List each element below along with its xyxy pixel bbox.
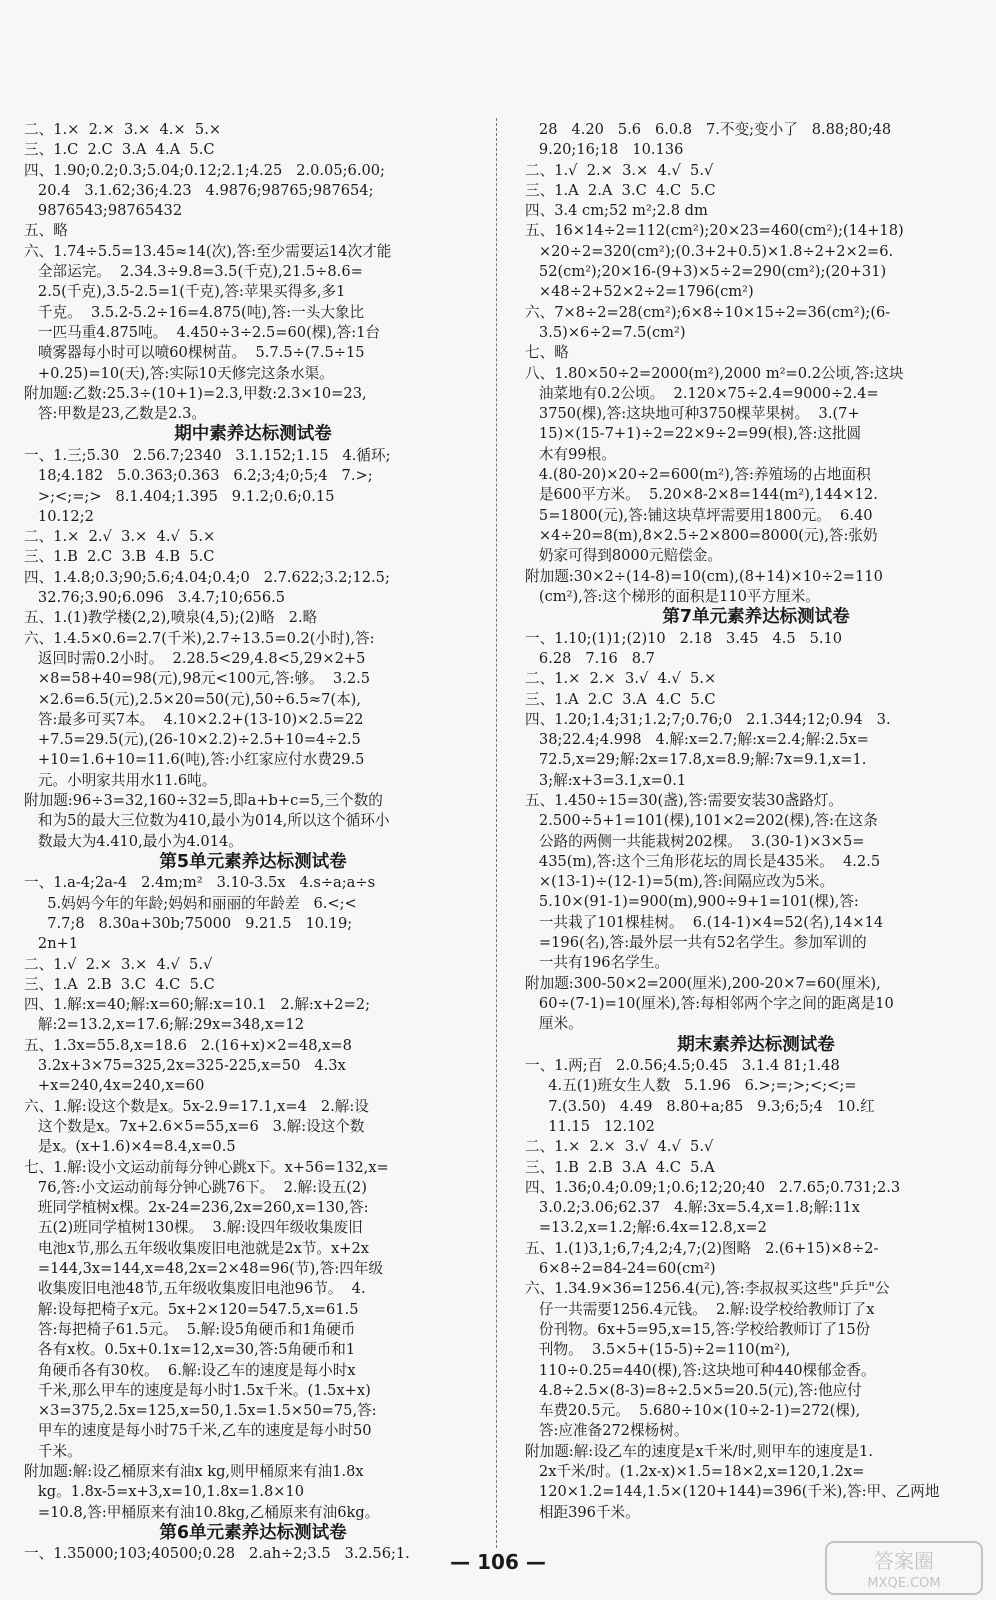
answer-line: 三、1.A 2.C 3.A 4.C 5.C <box>525 690 716 708</box>
answer-line: 刊物。 3.5×5+(15-5)÷2=110(m²), <box>525 1341 791 1359</box>
answer-line: 15)×(15-7+1)÷2=22×9÷2=99(根),答:这批圆 <box>525 425 862 443</box>
answer-line: 五、16×14÷2=112(cm²);20×23=460(cm²);(14+18) <box>525 222 904 240</box>
answer-line: 份刊物。6x+5=95,x=15,答:学校给教师订了15份 <box>525 1320 871 1338</box>
answer-line: 木有99根。 <box>525 445 616 463</box>
answer-line: 10.12;2 <box>24 507 94 525</box>
answer-line: 三、1.B 2.C 3.B 4.B 5.C <box>24 548 215 566</box>
answer-line: 是600平方米。 5.20×8-2×8=144(m²),144×12. <box>525 486 878 504</box>
answer-line: 二、1.√ 2.× 3.× 4.√ 5.√ <box>525 161 714 179</box>
answer-line: 435(m),答:这个三角形花坛的周长是435米。 4.2.5 <box>525 852 881 870</box>
answer-line: 奶家可得到8000元赔偿金。 <box>525 547 722 565</box>
watermark-url: MXQE.COM <box>867 1576 941 1591</box>
answer-line: 9876543;98765432 <box>24 202 183 220</box>
answer-line: 甲车的速度是每小时75千米,乙车的速度是每小时50 <box>24 1422 372 1440</box>
section-heading: 第7单元素养达标测试卷 <box>662 607 850 628</box>
answer-line: 6.28 7.16 8.7 <box>525 649 655 667</box>
answer-line: 二、1.× 2.× 3.√ 4.√ 5.√ <box>525 1138 714 1156</box>
answer-line: 2.500÷5+1=101(棵),101×2=202(棵),答:在这条 <box>525 812 878 830</box>
answer-line: 110÷0.25=440(棵),答:这块地可种440棵郁金香。 <box>525 1361 876 1379</box>
answer-line: 各有x枚。0.5x+0.1x=12,x=30,答:5角硬币和1 <box>24 1341 356 1359</box>
answer-line: ×2.6=6.5(元),2.5×20=50(元),50÷6.5≈7(本), <box>24 690 361 708</box>
answer-line: 7.(3.50) 4.49 8.80+a;85 9.3;6;5;4 10.红 <box>525 1097 875 1115</box>
answer-line: 三、1.C 2.C 3.A 4.A 5.C <box>24 141 215 159</box>
answer-line: +0.25)=10(天),答:实际10天修完这条水渠。 <box>24 364 334 382</box>
answer-line: 一、1.10;(1)1;(2)10 2.18 3.45 4.5 5.10 <box>525 629 843 647</box>
answer-line: 答:甲数是23,乙数是2.3。 <box>24 405 207 423</box>
answer-line: 四、1.解:x=40;解:x=60;解:x=10.1 2.解:x+2=2; <box>24 996 371 1014</box>
section-heading: 期中素养达标测试卷 <box>174 424 332 445</box>
answer-line: 附加题:乙数:25.3÷(10+1)=2.3,甲数:2.3×10=23, <box>24 384 367 402</box>
answer-line: 76,答:小文运动前每分钟心跳76下。 2.解:设五(2) <box>24 1178 367 1196</box>
column-divider <box>496 118 497 1548</box>
answer-line: 一匹马重4.875吨。 4.450÷3÷2.5=60(棵),答:1台 <box>24 323 381 341</box>
answer-line: 附加题:30×2÷(14-8)=10(cm),(8+14)×10÷2=110 <box>525 567 883 585</box>
answer-line: 72.5,x=29;解:2x=17.8,x=8.9;解:7x=9.1,x=1. <box>525 751 867 769</box>
answer-line: 120×1.2=144,1.5×(120+144)=396(千米),答:甲、乙两地 <box>525 1483 940 1501</box>
answer-line: >;<;=;> 8.1.404;1.395 9.1.2;0.6;0.15 <box>24 487 335 505</box>
answer-line: 六、1.34.9×36=1256.4(元),答:李叔叔买这些"乒乒"公 <box>525 1280 890 1298</box>
answer-line: 和为5的最大三位数为410,最小为014,所以这个循环小 <box>24 812 390 830</box>
answer-line: 附加题:解:设乙桶原来有油x kg,则甲桶原来有油1.8x <box>24 1463 364 1480</box>
answer-line: 班同学植树x棵。2x-24=236,2x=260,x=130,答: <box>24 1199 369 1217</box>
answer-line: 11.15 12.102 <box>525 1117 655 1135</box>
answer-line: 车费20.5元。 5.680÷10×(10÷2-1)=272(棵), <box>525 1402 861 1420</box>
answer-line: 四、1.90;0.2;0.3;5.04;0.12;2.1;4.25 2.0.05;6.00; <box>24 161 385 179</box>
answer-line: 五(2)班同学植树130棵。 3.解:设四年级收集废旧 <box>24 1219 363 1237</box>
answer-line: 五、1.3x=55.8,x=18.6 2.(16+x)×2=48,x=8 <box>24 1036 352 1054</box>
answer-line: 一共有196名学生。 <box>525 954 669 972</box>
answer-line: 这个数是x。7x+2.6×5=55,x=6 3.解:设这个数 <box>24 1117 365 1135</box>
answer-line: 4.8÷2.5×(8-3)=8÷2.5×5=20.5(元),答:他应付 <box>525 1381 862 1399</box>
answer-line: 是x。(x+1.6)×4=8.4,x=0.5 <box>24 1138 236 1156</box>
section-heading: 第6单元素养达标测试卷 <box>159 1522 347 1543</box>
answer-line: 三、1.B 2.B 3.A 4.C 5.A <box>525 1158 715 1176</box>
answer-line: 千米。 <box>24 1442 82 1460</box>
answer-line: 答:每把椅子61.5元。 5.解:设5角硬币和1角硬币 <box>24 1320 356 1338</box>
answer-line: 三、1.A 2.B 3.C 4.C 5.C <box>24 975 215 993</box>
answer-line: 20.4 3.1.62;36;4.23 4.9876;98765;987654; <box>24 181 374 199</box>
answer-line: 六、1.74÷5.5=13.45≈14(次),答:至少需要运14次才能 <box>24 242 392 260</box>
answer-line: 28 4.20 5.6 6.0.8 7.不变;变小了 8.88;80;48 <box>525 121 892 138</box>
answer-line: +x=240,4x=240,x=60 <box>24 1077 205 1095</box>
answer-line: ×8=58+40=98(元),98元<100元,答:够。 3.2.5 <box>24 670 371 688</box>
answer-line: =196(名),答:最外层一共有52名学生。参加军训的 <box>525 934 867 952</box>
answer-line: 角硬币各有30枚。 6.解:设乙车的速度是每小时x <box>24 1361 356 1379</box>
answer-line: 二、1.× 2.√ 3.× 4.√ 5.× <box>24 528 216 546</box>
left-column <box>24 120 482 1565</box>
answer-line: 八、1.80×50÷2=2000(m²),2000 m²=0.2公顷,答:这块 <box>525 364 904 382</box>
answer-line: 四、1.36;0.4;0.09;1;0.6;12;20;40 2.7.65;0.731;2.3 <box>525 1178 901 1196</box>
answer-line: ×20÷2=320(cm²);(0.3+2+0.5)×1.8÷2+2×2=6. <box>525 242 894 260</box>
answer-line: 3750(棵),答:这块地可种3750棵苹果树。 3.(7+ <box>525 405 860 423</box>
watermark-text: 答案圈 <box>874 1549 934 1573</box>
answer-line: ×48÷2+52×2÷2=1796(cm²) <box>525 283 754 301</box>
answer-line: =13.2,x=1.2;解:6.4x=12.8,x=2 <box>525 1219 767 1237</box>
answer-line: 返回时需0.2小时。 2.28.5<29,4.8<5,29×2+5 <box>24 649 366 667</box>
answer-line: ×(13-1)÷(12-1)=5(m),答:间隔应改为5米。 <box>525 873 835 891</box>
answer-line: 五、1.(1)3,1;6,7;4,2;4,7;(2)图略 2.(6+15)×8÷2- <box>525 1239 879 1257</box>
answer-line: =144,3x=144,x=48,2x=2×48=96(节),答:四年级 <box>24 1260 384 1278</box>
answer-line: 全部运完。 2.34.3÷9.8=3.5(千克),21.5÷8.6= <box>24 263 363 281</box>
answer-line: 9.20;16;18 10.136 <box>525 141 684 159</box>
answer-line: 2n+1 <box>24 935 79 953</box>
answer-line: 二、1.× 2.× 3.√ 4.√ 5.× <box>525 670 717 688</box>
answer-line: 六、1.解:设这个数是x。5x-2.9=17.1,x=4 2.解:设 <box>24 1097 369 1115</box>
answer-line: 四、3.4 cm;52 m²;2.8 dm <box>525 202 708 220</box>
answer-line: 七、略 <box>525 344 569 362</box>
watermark-logo <box>824 1540 984 1596</box>
answer-line: 五、略 <box>24 222 68 240</box>
answer-line: 18;4.182 5.0.363;0.363 6.2;3;4;0;5;4 7.>; <box>24 467 373 485</box>
answer-line: 一、1.a-4;2a-4 2.4m;m² 3.10-3.5x 4.s÷a;a÷s <box>24 874 376 892</box>
answer-line: +7.5=29.5(元),(26-10×2.2)÷2.5+10=4÷2.5 <box>24 731 361 749</box>
answer-line: 答:最多可买7本。 4.10×2.2+(13-10)×2.5=22 <box>24 710 364 728</box>
answer-line: 六、1.4.5×0.6=2.7(千米),2.7÷13.5=0.2(小时),答: <box>24 629 375 647</box>
right-column <box>525 120 987 1523</box>
answer-line: 2x千米/时。(1.2x-x)×1.5=18×2,x=120,1.2x= <box>525 1463 865 1480</box>
answer-line: 一、1.两;百 2.0.56;4.5;0.45 3.1.4 81;1.48 <box>525 1057 840 1075</box>
answer-line: 三、1.A 2.A 3.C 4.C 5.C <box>525 181 716 199</box>
section-heading: 第5单元素养达标测试卷 <box>159 851 347 872</box>
answer-line: 元。小明家共用水11.6吨。 <box>24 771 217 789</box>
answer-line: 数最大为4.410,最小为4.014。 <box>24 832 243 850</box>
answer-line: 油菜地有0.2公顷。 2.120×75÷2.4=9000÷2.4= <box>525 384 879 402</box>
answer-line: 5.妈妈今年的年龄;妈妈和丽丽的年龄差 6.<;< <box>24 894 357 912</box>
answer-line: ×3=375,2.5x=125,x=50,1.5x=1.5×50=75,答: <box>24 1402 377 1420</box>
answer-line: 答:应准备272棵杨树。 <box>525 1422 689 1440</box>
answer-line: 解:2=13.2,x=17.6;解:29x=348,x=12 <box>24 1016 305 1034</box>
answer-line: 附加题:解:设乙车的速度是x千米/时,则甲车的速度是1. <box>525 1442 874 1460</box>
answer-line: 千米,那么甲车的速度是每小时1.5x千米。(1.5x+x) <box>24 1381 371 1399</box>
answer-line: 附加题:96÷3=32,160÷32=5,即a+b+c=5,三个数的 <box>24 792 383 809</box>
answer-line: 千克。 3.5.2-5.2÷16=4.875(吨),答:一头大象比 <box>24 303 365 321</box>
answer-line: 相距396千米。 <box>525 1503 640 1521</box>
answer-line: 一、1.35000;103;40500;0.28 2.ah÷2;3.5 3.2.56;1. <box>24 1545 410 1563</box>
answer-line: 四、1.20;1.4;31;1.2;7;0.76;0 2.1.344;12;0.94 3. <box>525 710 891 728</box>
answer-line: 5.10×(91-1)=900(m),900÷9+1=101(棵),答: <box>525 893 859 911</box>
answer-line: =10.8,答:甲桶原来有油10.8kg,乙桶原来有油6kg。 <box>24 1503 380 1521</box>
answer-line: 电池x节,那么五年级收集废旧电池就是2x节。x+2x <box>24 1239 369 1257</box>
answer-line: 附加题:300-50×2=200(厘米),200-20×7=60(厘米), <box>525 974 881 992</box>
answer-line: +10=1.6+10=11.6(吨),答:小红家应付水费29.5 <box>24 751 365 769</box>
answer-line: 六、7×8÷2=28(cm²);6×8÷10×15÷2=36(cm²);(6- <box>525 303 891 321</box>
answer-line: 厘米。 <box>525 1015 583 1033</box>
answer-line: 38;22.4;4.998 4.解:x=2.7;解:x=2.4;解:2.5x= <box>525 731 869 749</box>
answer-line: 3;解:x+3=3.1,x=0.1 <box>525 771 687 789</box>
answer-line: 一共栽了101棵桂树。 6.(14-1)×4=52(名),14×14 <box>525 913 884 931</box>
answer-line: 7.7;8 8.30a+30b;75000 9.21.5 10.19; <box>24 914 353 932</box>
answer-line: 4.(80-20)×20÷2=600(m²),答:养殖场的占地面积 <box>525 466 871 484</box>
answer-line: 四、1.4.8;0.3;90;5.6;4.04;0.4;0 2.7.622;3.2;12.5; <box>24 568 390 586</box>
answer-line: 一、1.三;5.30 2.56.7;2340 3.1.152;1.15 4.循环; <box>24 446 391 464</box>
page-number: — 106 — <box>450 1550 546 1574</box>
answer-line: (cm²),答:这个梯形的面积是110平方厘米。 <box>525 587 820 605</box>
answer-line: ×4÷20=8(m),8×2.5÷2×800=8000(元),答:张奶 <box>525 526 878 544</box>
answer-line: 6×8÷2=84-24=60(cm²) <box>525 1260 716 1278</box>
answer-line: 二、1.√ 2.× 3.× 4.√ 5.√ <box>24 955 213 973</box>
answer-line: 3.5)×6÷2=7.5(cm²) <box>525 323 686 341</box>
answer-line: 4.五(1)班女生人数 5.1.96 6.>;=;>;<;<;= <box>525 1077 857 1095</box>
answer-line: kg。1.8x-5=x+3,x=10,1.8x=1.8×10 <box>24 1483 305 1501</box>
answer-line: 解:设每把椅子x元。5x+2×120=547.5,x=61.5 <box>24 1300 359 1318</box>
answer-line: 喷雾器每小时可以喷60棵树苗。 5.7.5÷(7.5÷15 <box>24 344 365 362</box>
answer-line: 仔一共需要1256.4元钱。 2.解:设学校给教师订了x <box>525 1300 875 1318</box>
answer-line: 2.5(千克),3.5-2.5=1(千克),答:苹果买得多,多1 <box>24 283 346 301</box>
answer-line: 公路的两侧一共能栽树202棵。 3.(30-1)×3×5= <box>525 832 865 850</box>
answer-line: 3.0.2;3.06;62.37 4.解:3x=5.4,x=1.8;解:11x <box>525 1199 860 1217</box>
answer-line: 3.2x+3×75=325,2x=325-225,x=50 4.3x <box>24 1057 346 1075</box>
section-heading: 期末素养达标测试卷 <box>677 1034 835 1055</box>
answer-line: 5=1800(元),答:铺这块草坪需要用1800元。 6.40 <box>525 506 873 524</box>
answer-line: 二、1.× 2.× 3.× 4.× 5.× <box>24 121 222 138</box>
answer-line: 收集废旧电池48节,五年级收集废旧电池96节。 4. <box>24 1280 366 1298</box>
answer-line: 52(cm²);20×16-(9+3)×5÷2=290(cm²);(20+31) <box>525 263 887 281</box>
answer-line: 32.76;3.90;6.096 3.4.7;10;656.5 <box>24 589 286 607</box>
answer-line: 七、1.解:设小文运动前每分钟心跳x下。x+56=132,x= <box>24 1158 389 1176</box>
answer-line: 五、1.450÷15=30(盏),答:需要安装30盏路灯。 <box>525 792 844 809</box>
answer-line: 五、1.(1)教学楼(2,2),喷泉(4,5);(2)略 2.略 <box>24 609 318 627</box>
answer-line: 60÷(7-1)=10(厘米),答:每相邻两个字之间的距离是10 <box>525 994 894 1012</box>
